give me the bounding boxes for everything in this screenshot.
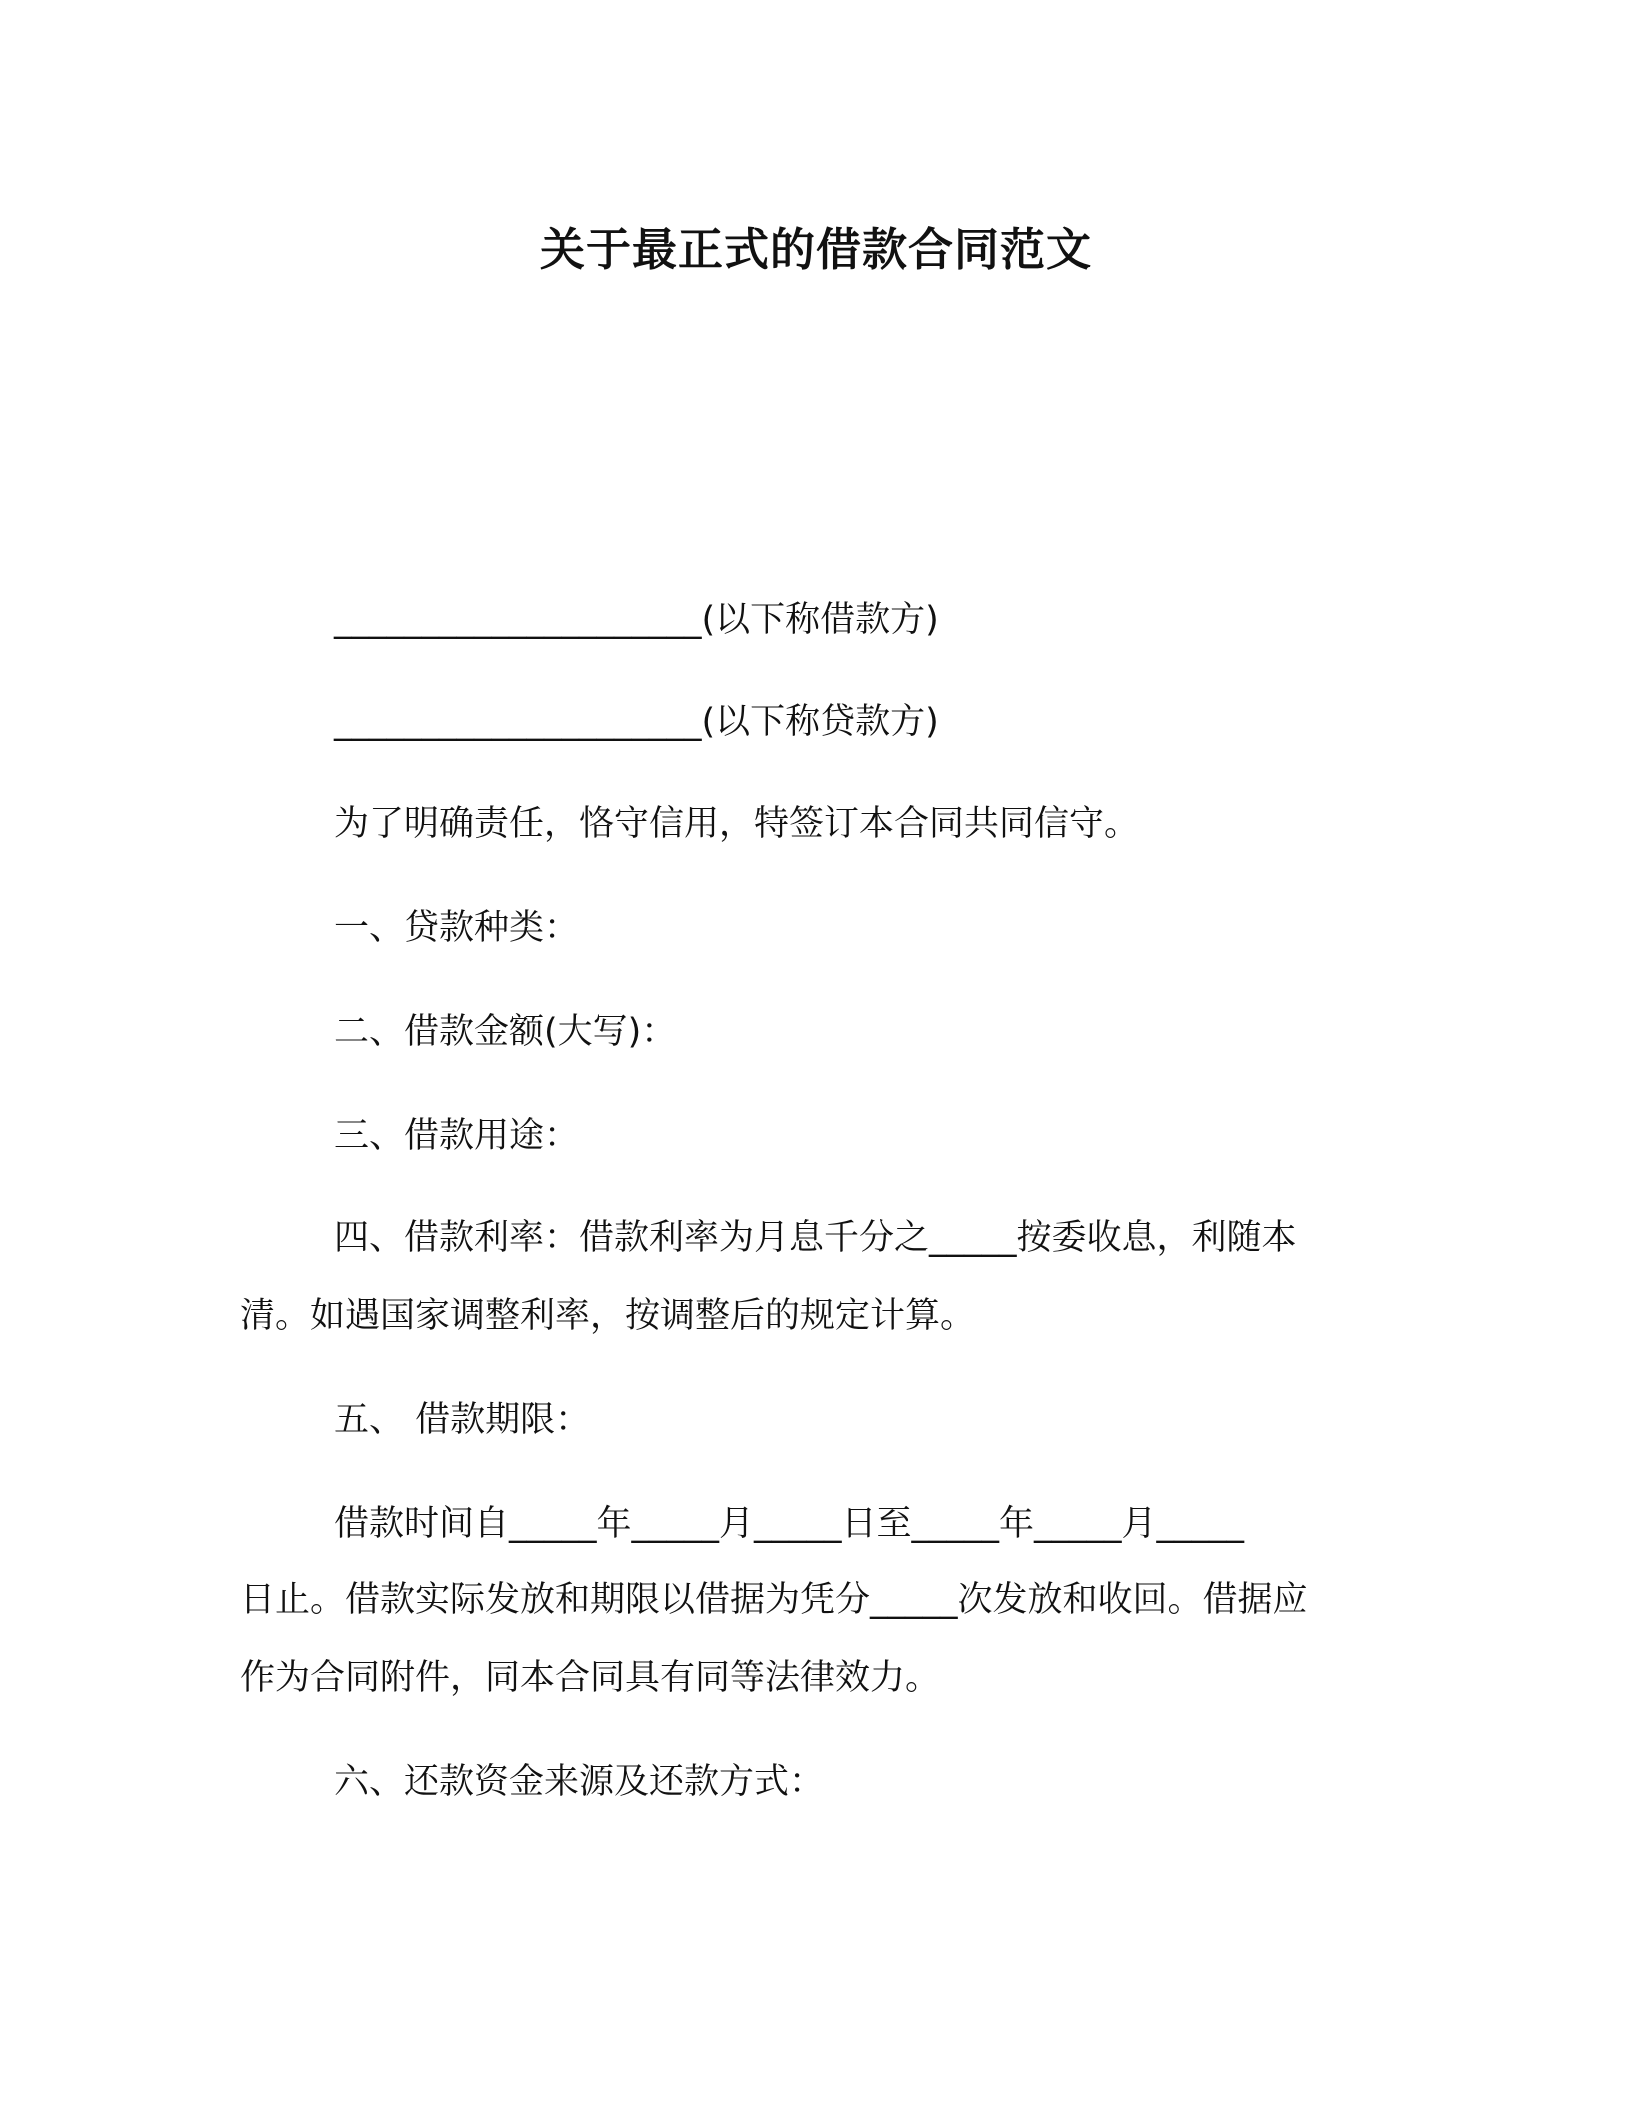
section-4-line-1: 四、借款利率：借款利率为月息千分之_____按委收息，利随本 [334,1218,1297,1258]
preamble-text: 为了明确责任，恪守信用，特签订本合同共同信守。 [334,804,1140,844]
section-5-line-2: 日止。借款实际发放和期限以借据为凭分_____次发放和收回。借据应 [240,1580,1308,1620]
section-5-heading: 五、 借款期限： [334,1400,591,1440]
section-5-line-3: 作为合同附件，同本合同具有同等法律效力。 [240,1658,941,1698]
borrower-line: _____________________(以下称借款方) [334,600,939,640]
lender-line: _____________________(以下称贷款方) [334,702,939,742]
section-3-heading: 三、借款用途： [334,1116,580,1156]
section-5-line-1: 借款时间自_____年_____月_____日至_____年_____月_____ [334,1504,1245,1544]
section-1-heading: 一、贷款种类： [334,908,580,948]
section-2-heading: 二、借款金额(大写)： [334,1012,677,1052]
section-6-heading: 六、还款资金来源及还款方式： [334,1762,825,1802]
document-title: 关于最正式的借款合同范文 [539,223,1092,276]
section-4-line-2: 清。如遇国家调整利率，按调整后的规定计算。 [240,1296,976,1336]
